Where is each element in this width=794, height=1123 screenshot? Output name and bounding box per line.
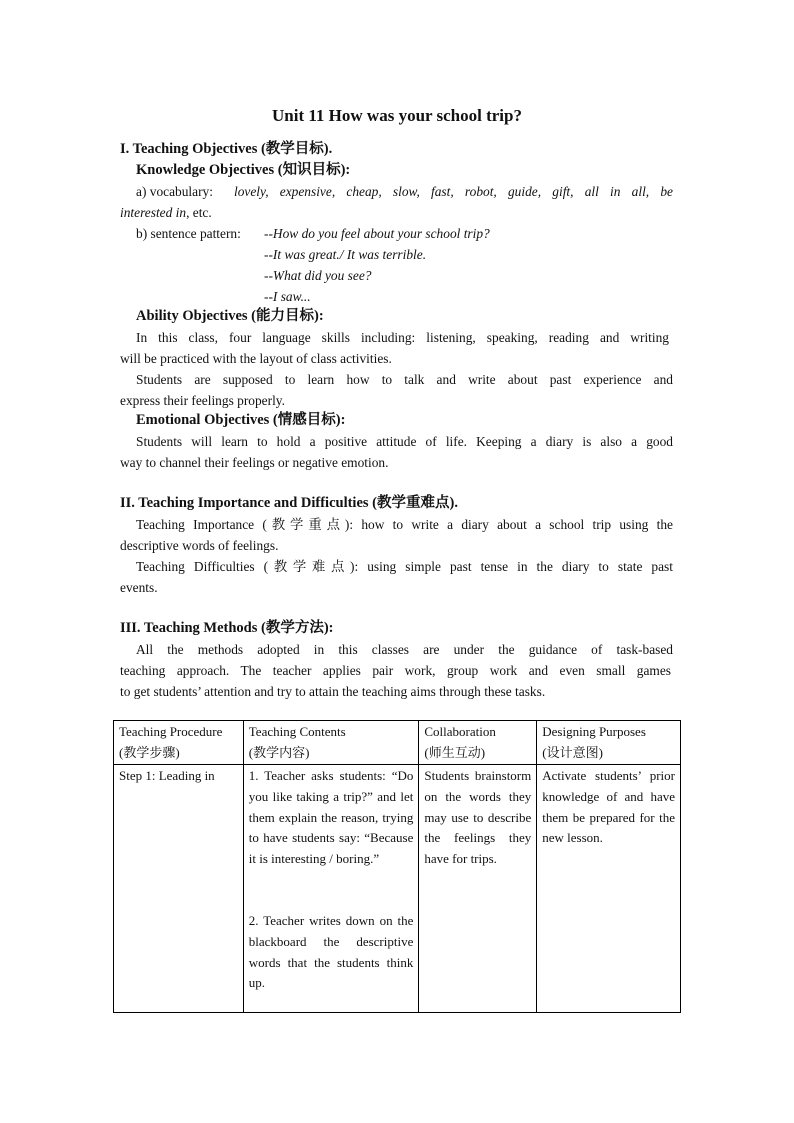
vocab-list-continued	[120, 202, 212, 223]
knowledge-heading: Knowledge Objectives (知识目标):	[136, 162, 351, 178]
section-1-heading: I. Teaching Objectives (教学目标).	[120, 141, 333, 157]
header-cell	[243, 721, 419, 765]
header-zh: (师生互动)	[424, 744, 486, 760]
pattern-line: --What did you see?	[264, 268, 372, 283]
header-en: Collaboration	[424, 724, 496, 739]
procedure-cell: Step 1: Leading in	[114, 765, 244, 1013]
content-spacer	[249, 870, 414, 911]
importance-paragraph: descriptive words of feelings.	[120, 538, 279, 553]
ability-paragraph: will be practiced with the layout of class activities.	[120, 351, 392, 366]
contents-cell	[243, 765, 419, 1013]
header-en: Designing Purposes	[542, 724, 646, 739]
teaching-procedure-table	[113, 720, 681, 1013]
section-3-heading: III. Teaching Methods (教学方法):	[120, 620, 334, 636]
header-zh: (设计意图)	[542, 744, 603, 760]
header-en: Teaching Contents	[248, 724, 346, 739]
importance-paragraph: Teaching Importance (教学重点): how to write a diary about a school trip using the	[136, 517, 673, 532]
content-step-1: 1. Teacher asks students: “Do you like taking a trip?” and let them explain the reason, trying to have students say: “Because it is interesting / boring.”	[248, 768, 414, 867]
header-cell	[114, 721, 244, 765]
table-row	[114, 765, 681, 1013]
emotional-heading: Emotional Objectives (情感目标):	[136, 412, 346, 428]
header-cell	[419, 721, 537, 765]
pattern-line: --How do you feel about your school trip?	[264, 226, 490, 241]
header-en: Teaching Procedure	[119, 724, 223, 739]
header-zh: (教学内容)	[248, 744, 310, 760]
vocab-prefix: a) vocabulary:	[136, 184, 213, 199]
methods-paragraph: All the methods adopted in this classes are under the guidance of task-based	[136, 642, 673, 657]
methods-paragraph: to get students’ attention and try to attain the teaching aims through these tasks.	[120, 684, 546, 699]
page-title: Unit 11 How was your school trip?	[272, 106, 522, 125]
vocab-etc: , etc.	[186, 205, 212, 220]
pattern-line: --It was great./ It was terrible.	[264, 247, 427, 262]
purpose-cell: Activate students’ prior knowledge of and have them be prepared for the new lesson.	[537, 765, 681, 1013]
vocab-term: interested in	[120, 205, 187, 220]
ability-paragraph: In this class, four language skills including: listening, speaking, reading and writing	[136, 330, 669, 345]
table-header-row	[114, 721, 681, 765]
emotional-paragraph: way to channel their feelings or negative emotion.	[120, 455, 389, 470]
content-step-2: 2. Teacher writes down on the blackboard the descriptive words that the students think up.	[248, 912, 414, 991]
methods-paragraph: teaching approach. The teacher applies pair work, group work and even small games	[120, 663, 671, 678]
header-zh: (教学步骤)	[119, 744, 180, 760]
pattern-prefix: b) sentence pattern:	[136, 226, 241, 241]
emotional-paragraph: Students will learn to hold a positive attitude of life. Keeping a diary is also a good	[136, 434, 673, 449]
difficulties-paragraph: events.	[120, 580, 158, 595]
header-cell	[537, 721, 681, 765]
vocab-list: lovely, expensive, cheap, slow, fast, robot, guide, gift, all in all, be	[234, 184, 673, 199]
ability-paragraph: Students are supposed to learn how to talk and write about past experience and	[136, 372, 673, 387]
ability-paragraph: express their feelings properly.	[120, 393, 285, 408]
difficulties-paragraph: Teaching Difficulties (教学难点): using simple past tense in the diary to state past	[136, 559, 673, 574]
section-2-heading: II. Teaching Importance and Difficulties (教学重难点).	[120, 495, 458, 511]
collaboration-cell: Students brainstorm on the words they may use to describe the feelings they have for trips.	[419, 765, 537, 1013]
ability-heading: Ability Objectives (能力目标):	[136, 308, 324, 324]
pattern-line: --I saw...	[264, 289, 311, 304]
